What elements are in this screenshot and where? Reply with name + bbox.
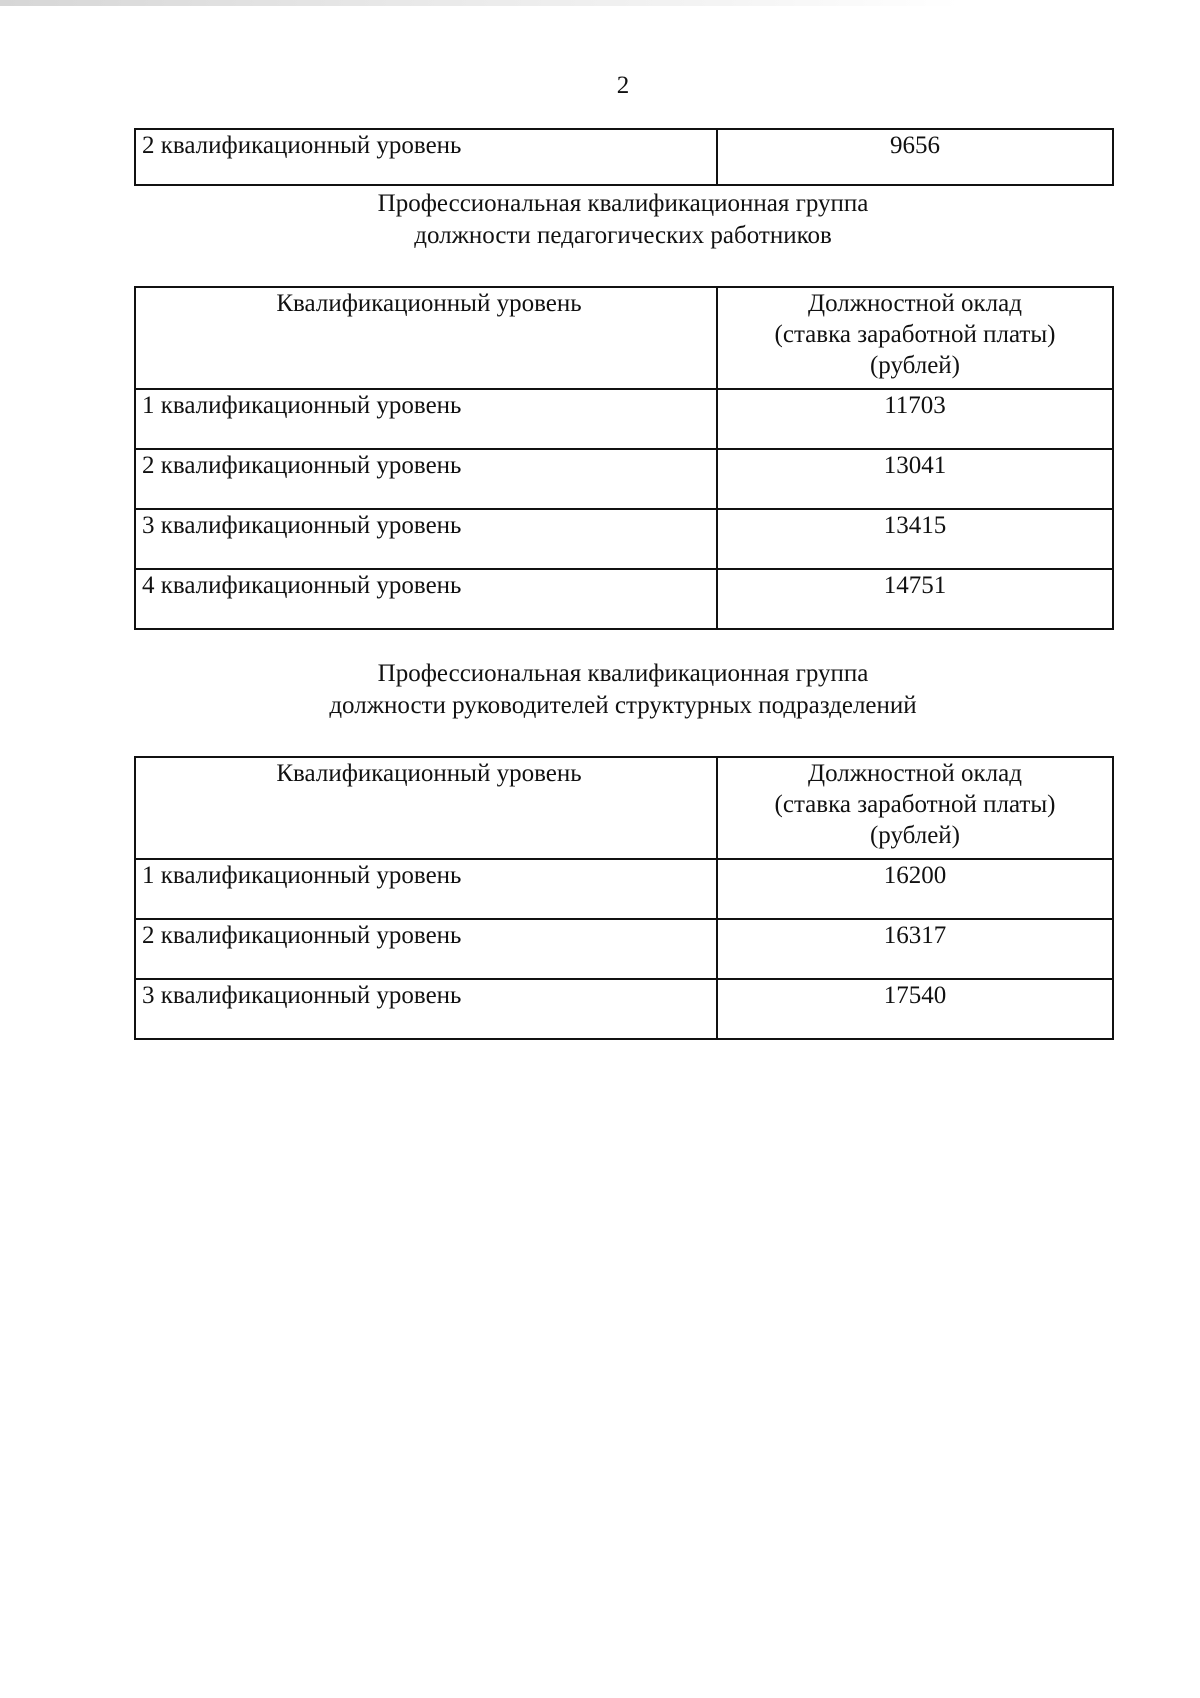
level-cell: 1 квалификационный уровень bbox=[135, 389, 717, 449]
group-title-line: Профессиональная квалификационная группа bbox=[377, 660, 869, 687]
header-rate-line: (ставка заработной платы) bbox=[774, 321, 1056, 348]
table-header-row bbox=[135, 757, 1113, 859]
level-cell: 2 квалификационный уровень bbox=[135, 919, 717, 979]
group-title-line: Профессиональная квалификационная группа bbox=[377, 190, 869, 217]
salary-cell: 13041 bbox=[717, 449, 1113, 509]
column-header-level: Квалификационный уровень bbox=[135, 287, 717, 389]
column-header-salary bbox=[717, 757, 1113, 859]
group-subtitle-line: должности руководителей структурных подразделений bbox=[329, 692, 917, 719]
managers-salary-table bbox=[134, 756, 1114, 1040]
group-title-pedagogical bbox=[0, 188, 1200, 252]
header-unit-line: (рублей) bbox=[869, 822, 961, 849]
carry-over-table bbox=[134, 128, 1114, 186]
level-cell: 2 квалификационный уровень bbox=[135, 129, 717, 185]
header-salary-line: Должностной оклад bbox=[808, 290, 1022, 317]
table-header-row bbox=[135, 287, 1113, 389]
salary-cell: 16317 bbox=[717, 919, 1113, 979]
level-cell: 2 квалификационный уровень bbox=[135, 449, 717, 509]
group-title-managers bbox=[0, 658, 1200, 722]
header-salary-line: Должностной оклад bbox=[808, 760, 1022, 787]
salary-cell: 11703 bbox=[717, 389, 1113, 449]
table-row bbox=[135, 449, 1113, 509]
header-unit-line: (рублей) bbox=[869, 352, 961, 379]
level-cell: 4 квалификационный уровень bbox=[135, 569, 717, 629]
table-row bbox=[135, 509, 1113, 569]
column-header-salary bbox=[717, 287, 1113, 389]
column-header-level: Квалификационный уровень bbox=[135, 757, 717, 859]
salary-cell: 13415 bbox=[717, 509, 1113, 569]
table-row bbox=[135, 859, 1113, 919]
pedagogical-salary-table bbox=[134, 286, 1114, 630]
table-row bbox=[135, 129, 1113, 185]
table-row bbox=[135, 389, 1113, 449]
table-row bbox=[135, 979, 1113, 1039]
salary-cell: 14751 bbox=[717, 569, 1113, 629]
level-cell: 3 квалификационный уровень bbox=[135, 979, 717, 1039]
page-number: 2 bbox=[616, 72, 630, 99]
header-rate-line: (ставка заработной платы) bbox=[774, 791, 1056, 818]
salary-cell: 9656 bbox=[717, 129, 1113, 185]
salary-cell: 16200 bbox=[717, 859, 1113, 919]
level-cell: 1 квалификационный уровень bbox=[135, 859, 717, 919]
table-row bbox=[135, 919, 1113, 979]
salary-cell: 17540 bbox=[717, 979, 1113, 1039]
group-subtitle-line: должности педагогических работников bbox=[414, 222, 832, 249]
scan-edge-artifact bbox=[0, 0, 1200, 6]
table-row bbox=[135, 569, 1113, 629]
level-cell: 3 квалификационный уровень bbox=[135, 509, 717, 569]
